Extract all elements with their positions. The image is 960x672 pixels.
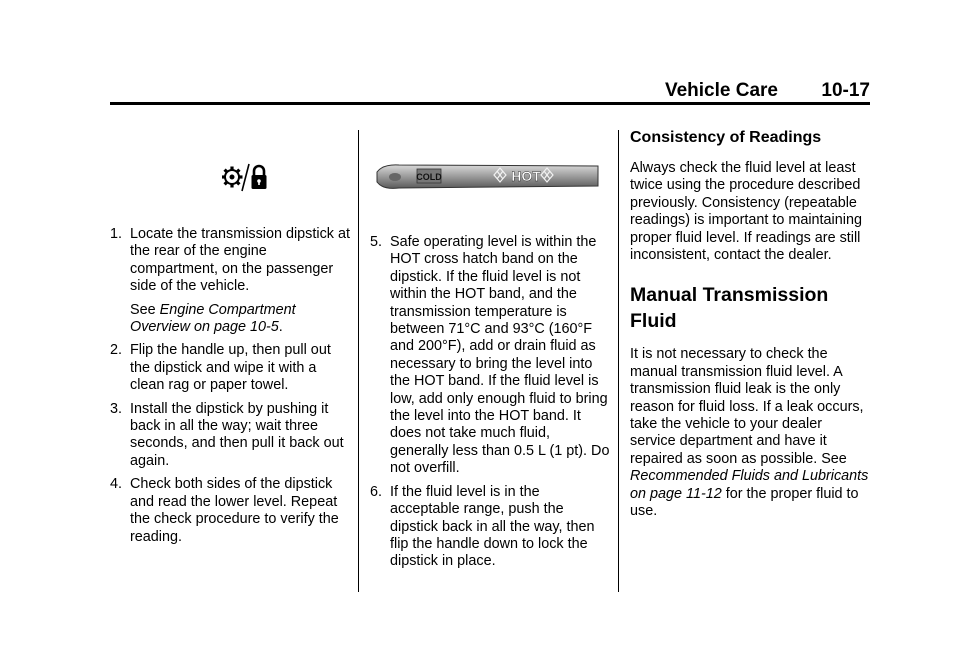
paragraph: Always check the fluid level at least twice using the procedure described previously. Consistency (repeatable readings) is important to maintaining proper fluid level. If readings are still inconsistent, contact the dealer. [630,160,862,264]
column-divider-left [358,130,359,592]
section-heading: Consistency of Readings [630,129,822,146]
cold-label: COLD [416,172,442,182]
column-divider-right [618,130,619,592]
cross-reference: See Engine Compartment Overview on page 10-5. [130,301,296,336]
list-item: 6. If the fluid level is in the acceptable range, push the dipstick back in all the way, then flip the handle down to lock the dipstick in place. [370,483,595,570]
reference-link[interactable]: Recommended Fluids and Lubricants on page 11-12 [630,468,869,502]
column-right [630,128,870,527]
section-heading-large: Manual Transmission Fluid [630,284,829,333]
column-middle [370,234,610,577]
dipstick-illustration [375,160,600,194]
column-left [110,226,350,552]
list-item: 3. Install the dipstick by pushing it back in all the way; wait three seconds, and then pull it back out again. [110,400,344,469]
list-item: 2. Flip the handle up, then pull out the dipstick and wipe it with a clean rag or paper towel. [110,342,331,394]
list-item: 4. Check both sides of the dipstick and read the lower level. Repeat the check procedure to verify the reading. [110,476,339,545]
reference-link[interactable]: Engine Compartment Overview on page 10-5 [130,301,296,336]
list-item: 5. Safe operating level is within the HOT cross hatch band on the dipstick. If the fluid level is not within the HOT band, and the transmission temperature is between 71°C and 93°C (160°F and 200°F), add or drain fluid as necessary to bring the level into the HOT band. If the fluid level is low, add only enough fluid to bring the level into the HOT band. It does not take much fluid, generally less than 0.5 L (1 pt). Do not overfill. [370,234,610,477]
header-rule [110,102,870,105]
list-item: 1. Locate the transmission dipstick at the rear of the engine compartment, on the passenger side of the vehicle. [110,226,350,295]
section-title: Vehicle Care [664,80,778,101]
paragraph: It is not necessary to check the manual transmission fluid level. A transmission fluid leak is the only reason for fluid loss. If a leak occurs, take the vehicle to your dealer service department and have it repaired as soon as possible. See Recommended Fluids and Lubricants on page 11-12 for the proper fluid to use. [630,346,869,520]
hot-label: HOT [511,168,541,184]
page-header [110,80,870,104]
gear-lock-icon [222,160,268,196]
page-number: 10-17 [821,80,870,101]
